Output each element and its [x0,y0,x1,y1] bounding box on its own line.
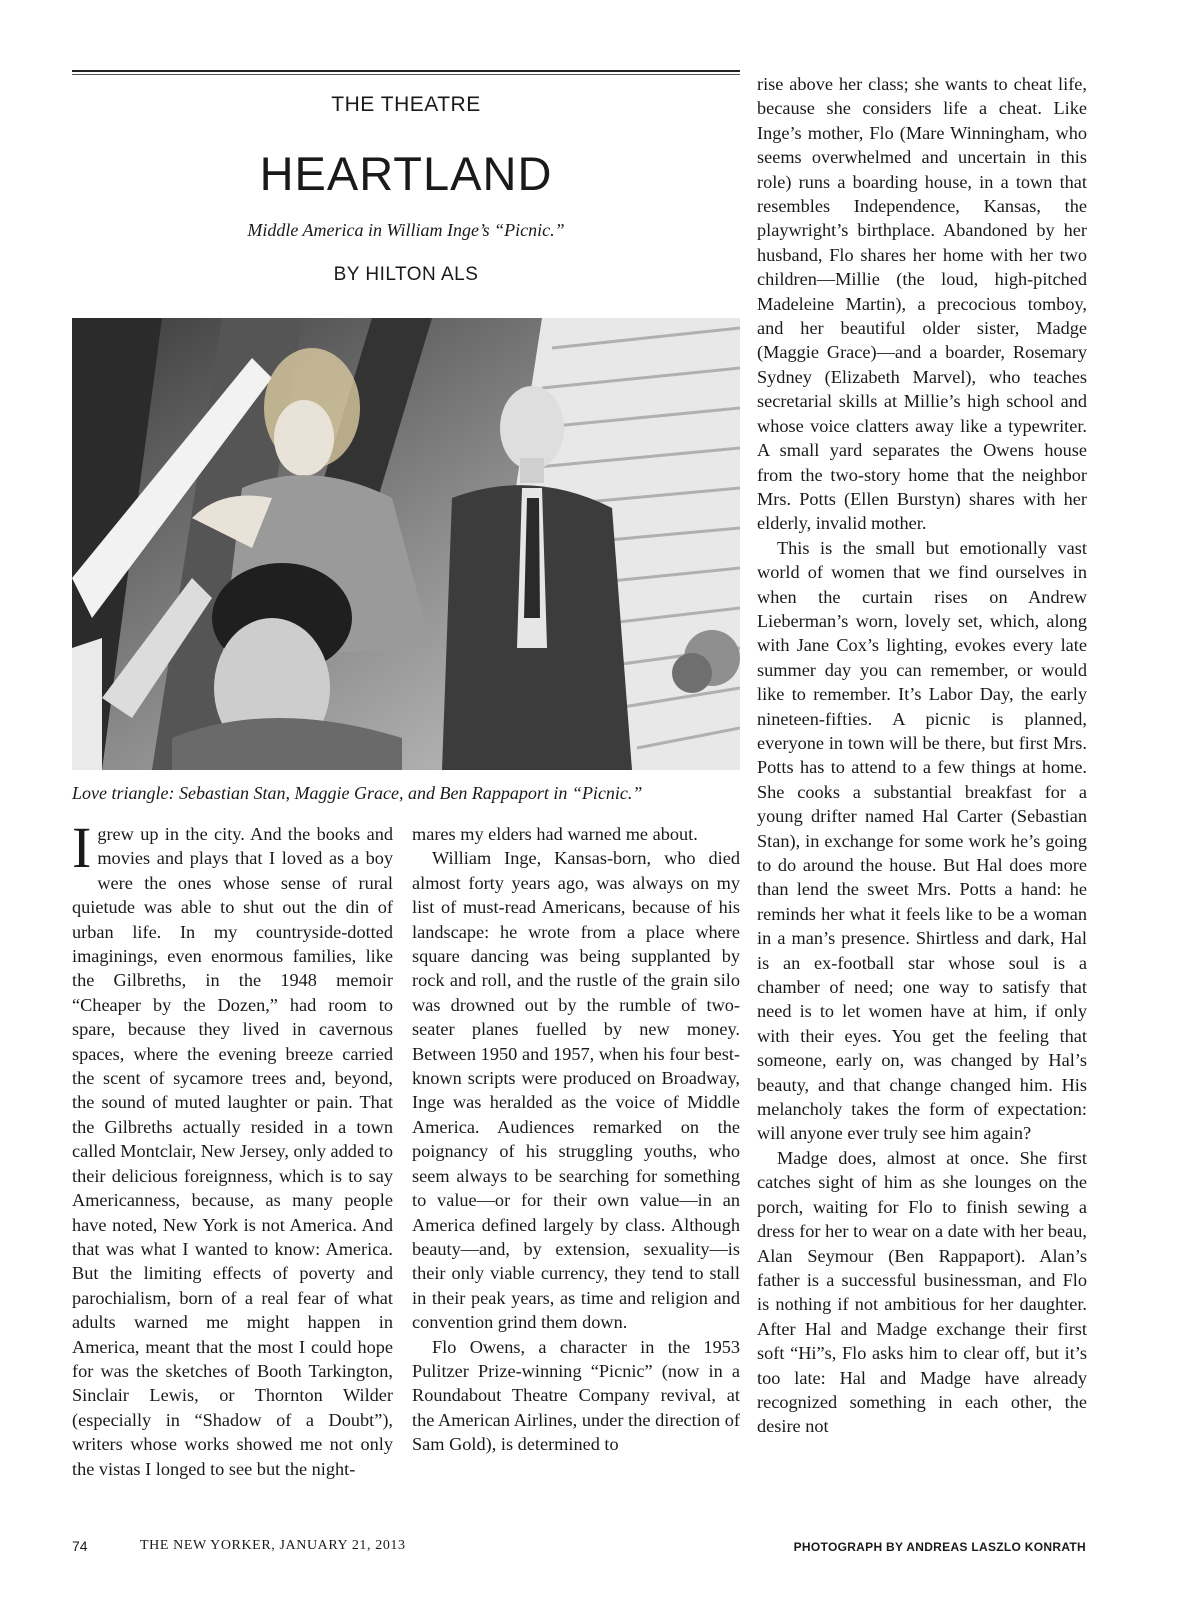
drop-cap: I [72,815,92,880]
paragraph: This is the small but emotionally vast world of women that we find ourselves in when the curtain rises on Andrew Lieberman’s worn, lovely set, which, along with Jane Cox’s lighting, evokes every late summer day you can remember, or would like to remember. It’s Labor Day, the early nineteen-fifties. A picnic is planned, everyone in town will be there, but first Mrs. Potts has to attend to a few things at home. She cooks a substantial breakfast for a young drifter named Hal Carter (Sebastian Stan), in exchange for some work he’s going to do around the house. But Hal does more than lend the sweet Mrs. Potts a hand: he reminds her what it feels like to be a woman in a man’s presence. Shirtless and dark, Hal is an ex-football star whose soul is a chamber of need; one way to satisfy that need is to let women have at him, if only with their eyes. You get the feeling that someone, early on, was changed by Hal’s beauty, and that change changed him. His melancholy takes the form of expectation: will anyone ever truly see him again? [757,537,1087,1144]
magazine-footer: THE NEW YORKER, JANUARY 21, 2013 [140,1538,406,1553]
photo-caption: Love triangle: Sebastian Stan, Maggie Grace, and Ben Rappaport in “Picnic.” [72,783,643,803]
column-2 [412,822,740,1457]
dek: Middle America in William Inge’s “Picnic.” [247,220,565,240]
paragraph: grew up in the city. And the books and movies and plays that I loved as a boy were the ones whose sense of rural quietude was able to shut out the din of urban life. In my countryside-dotted imaginings, even enormous families, like the Gilbreths, in the 1948 memoir “Cheaper by the Dozen,” had room to spare, because they lived in cavernous spaces, where the evening breeze carried the scent of sycamore trees and, beyond, the sound of muted laughter or pain. That the Gilbreths actually resided in a town called Montclair, New Jersey, only added to their delicious foreignness, which is to say Americanness, because, as many people have noted, New York is not America. And that was what I wanted to know: America. But the limiting effects of poverty and parochialism, born of a real fear of what adults warned me might happen in America, meant that the most I could hope for was the sketches of Booth Tarkington, Sinclair Lewis, or Thornton Wilder (especially in “Shadow of a Doubt”), writers whose works showed me not only the vistas I longed to see but the night- [72,824,393,1479]
paragraph: mares my elders had warned me about. [412,824,698,844]
paragraph: Flo Owens, a character in the 1953 Pulitzer Prize-winning “Picnic” (now in a Roundabout Theatre Company revival, at the American Airlines, under the direction of Sam Gold), is determined to [412,1336,740,1455]
paragraph: Madge does, almost at once. She first catches sight of him as she lounges on the porch, waiting for Flo to finish sewing a dress for her to wear on a date with her beau, Alan Seymour (Ben Rappaport). Alan’s father is a successful businessman, and Flo is nothing if not ambitious for her daughter. After Hal and Madge exchange their first soft “Hi”s, Flo asks him to clear off, but it’s too late: Hal and Madge have already recognized something in each other, the desire not [757,1147,1087,1437]
paragraph: rise above her class; she wants to cheat life, because she considers life a cheat. Like Inge’s mother, Flo (Mare Winningham, who seems overwhelmed and uncertain in this role) runs a boarding house, in a town that resembles Independence, Kansas, the playwright’s birthplace. Abandoned by her husband, Flo shares her home with her two children—Millie (the loud, high-pitched Madeleine Martin), a precocious tomboy, and her beautiful older sister, Madge (Maggie Grace)—and a boarder, Rosemary Sydney (Elizabeth Marvel), who teaches secretarial skills at Millie’s high school and whose voice clatters away like a typewriter. A small yard separates the Owens house from the two-story home that the neighbor Mrs. Potts (Ellen Burstyn) shares with her elderly, invalid mother. [757,74,1087,534]
top-rule [72,70,740,72]
photo-illustration [72,318,740,770]
headline: HEARTLAND [259,147,553,200]
paragraph: William Inge, Kansas-born, who died almost forty years ago, was always on my list of must-read Americans, because of his landscape: he wrote from a place where square dancing was being supplanted by rock and roll, and the rustle of the grain silo was drowned out by the rumble of two-seater planes fuelled by new money. Between 1950 and 1957, when his four best-known scripts were produced on Broadway, Inge was heralded as the voice of Middle America. Audiences remarked on the poignancy of his struggling youths, who seem always to be searching for something to value—or for their own value—in an America defined largely by class. Although beauty—and, by extension, sexuality—is their only viable currency, they tend to stall in their peak years, as time and religion and convention grind them down. [412,848,740,1333]
column-3 [757,72,1087,1439]
photo-credit: PHOTOGRAPH BY ANDREAS LASZLO KONRATH [793,1540,1086,1554]
page-number: 74 [72,1538,88,1554]
department-label: THE THEATRE [331,93,481,116]
column-1 [72,815,393,1481]
byline: BY HILTON ALS [333,264,479,285]
article-photo [72,318,740,770]
